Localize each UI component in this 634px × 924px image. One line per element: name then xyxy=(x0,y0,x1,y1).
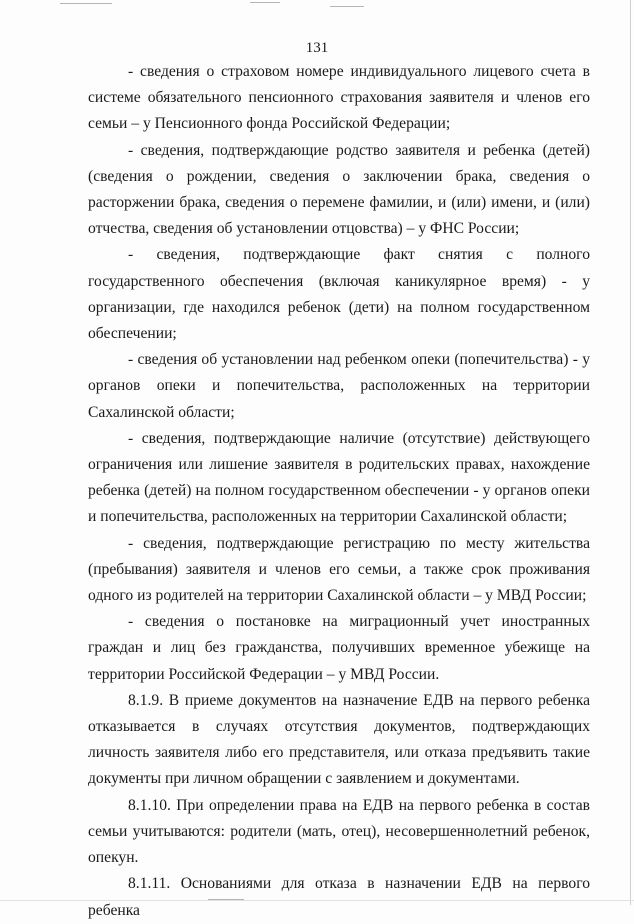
paragraph-migration-mvd: - сведения о постановке на миграционный учет иностранных граждан и лиц без гражданства, получивших временное убежище на территории Российской Федерации – у МВД России. xyxy=(88,613,590,683)
paragraph-parental-rights: - сведения, подтверждающие наличие (отсутствие) действующего ограничения или лишение заявителя в родительских правах, нахождение ребенка (детей) на полном государственном обеспечении - у органов опеки и попечительства, расположенных на территории Сахалинской области; xyxy=(88,429,590,526)
paragraph-registration-mvd: - сведения, подтверждающие регистрацию по месту жительства (пребывания) заявителя и членов его семьи, а также срок проживания одного из родителей на территории Сахалинской области – у МВД России; xyxy=(88,534,590,605)
paragraph-kinship-fns: - сведения, подтверждающие родство заявителя и ребенка (детей) (сведения о рождении, сведения о заключении брака, сведения о расторжении брака, сведения о перемене фамилии, и (или) имени, и (или) отчества, сведения об установлении отцовства) – у ФНС России; xyxy=(88,141,590,238)
paragraph-8-1-11: 8.1.11. Основаниями для отказа в назначении ЕДВ на первого ребенка xyxy=(88,875,590,919)
page-number: 131 xyxy=(305,40,329,56)
paragraph-pension-fund: - сведения о страховом номере индивидуального лицевого счета в системе обязательного пенсионного страхования заявителя и членов его семьи – у Пенсионного фонда Российской Федерации; xyxy=(88,63,590,133)
paragraph-8-1-10: 8.1.10. При определении права на ЕДВ на первого ребенка в состав семьи учитываются: родители (мать, отец), несовершеннолетний ребенок, опекун. xyxy=(88,796,590,867)
paragraph-8-1-9: 8.1.9. В приеме документов на назначение ЕДВ на первого ребенка отказывается в случаях отсутствия документов, подтверждающих личность заявителя либо его представителя, или отказа предъявить такие документы при личном обращении с заявлением и документами. xyxy=(88,691,590,788)
scan-artifact xyxy=(630,0,631,905)
scan-artifact xyxy=(250,2,280,3)
scan-artifact xyxy=(60,3,112,4)
body-text xyxy=(88,59,590,924)
scan-artifact xyxy=(330,6,364,7)
paragraph-state-support: - сведения, подтверждающие факт снятия с полного государственного обеспечения (включая каникулярное время) - у организации, где находился ребенок (дети) на полном государственном обеспечении; xyxy=(88,246,590,343)
paragraph-guardianship: - сведения об установлении над ребенком опеки (попечительства) - у органов опеки и попечительства, расположенных на территории Сахалинской области; xyxy=(88,351,590,421)
